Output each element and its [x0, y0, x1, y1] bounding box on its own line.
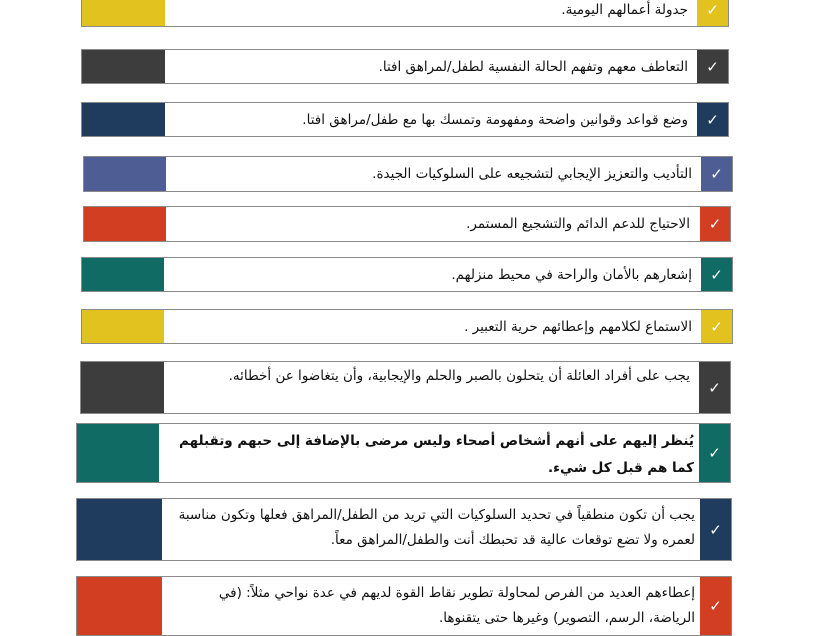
list-item-text: التعاطف معهم وتفهم الحالة النفسية لطفل/لمراهق افتا.: [378, 58, 688, 75]
list-item-text: الاستماع لكلامهم وإعطائهم حرية التعبير .: [464, 318, 692, 335]
list-item: [81, 257, 733, 292]
color-swatch: [82, 258, 164, 291]
check-icon: ✓: [701, 258, 732, 291]
color-swatch: [82, 0, 165, 26]
list-item: [76, 498, 732, 561]
list-item: [81, 102, 729, 137]
check-icon: ✓: [701, 310, 732, 343]
color-swatch: [82, 103, 165, 136]
list-item: [81, 49, 729, 84]
check-icon: ✓: [699, 362, 730, 413]
check-icon: ✓: [700, 207, 730, 241]
list-item-text: إشعارهم بالأمان والراحة في محيط منزلهم.: [451, 266, 692, 283]
color-swatch: [77, 424, 159, 482]
check-icon: ✓: [697, 0, 728, 26]
color-swatch: [81, 362, 164, 413]
list-item: [76, 576, 732, 636]
color-swatch: [77, 499, 162, 560]
check-icon: ✓: [701, 157, 732, 191]
color-swatch: [84, 157, 166, 191]
list-item-text: التأديب والتعزيز الإيجابي لتشجيعه على السلوكيات الجيدة.: [372, 166, 692, 182]
list-item-text: وضع قواعد وقوانين واضحة ومفهومة وتمسك بها مع طفل/مراهق افتا.: [302, 111, 688, 128]
list-item: [80, 361, 731, 414]
list-item-text: الاحتياج للدعم الدائم والتشجيع المستمر.: [466, 216, 690, 232]
check-icon: ✓: [697, 50, 728, 83]
list-item-text: يجب على أفراد العائلة أن يتحلون بالصبر والحلم والإيجابية، وأن يتغاضوا عن أخطائه.: [228, 368, 690, 384]
check-icon: ✓: [700, 577, 731, 635]
color-swatch: [77, 577, 162, 635]
list-item: [83, 156, 733, 192]
list-item-text: إعطاءهم العديد من الفرص لمحاولة تطوير نقاط القوة لديهم في عدة نواحي مثلاً: (في الرياضة، الرسم، التصوير) وغيرها حتى يتقنوها.: [218, 585, 695, 626]
list-item-text: يجب أن تكون منطقياً في تحديد السلوكيات التي تريد من الطفل/المراهق فعلها وتكون مناسبة لعمره ولا تضع توقعات عالية قد تحبطك أنت والطفل/المراهق معاً.: [178, 507, 695, 548]
list-item: [76, 423, 731, 483]
color-swatch: [82, 50, 165, 83]
list-item: [83, 206, 731, 242]
list-item-text: يُنظر إليهم على أنهم أشخاص أصحاء وليس مرضى بالإضافة إلى حبهم وتقبلهم كما هم قبل كل شيء.: [179, 433, 694, 476]
check-icon: ✓: [699, 424, 730, 482]
list-item: [81, 309, 733, 344]
color-swatch: [84, 207, 166, 241]
check-icon: ✓: [700, 499, 731, 560]
list-item: [81, 0, 729, 27]
check-icon: ✓: [697, 103, 728, 136]
list-item-text: جدولة أعمالهم اليومية.: [561, 1, 688, 18]
color-swatch: [82, 310, 164, 343]
